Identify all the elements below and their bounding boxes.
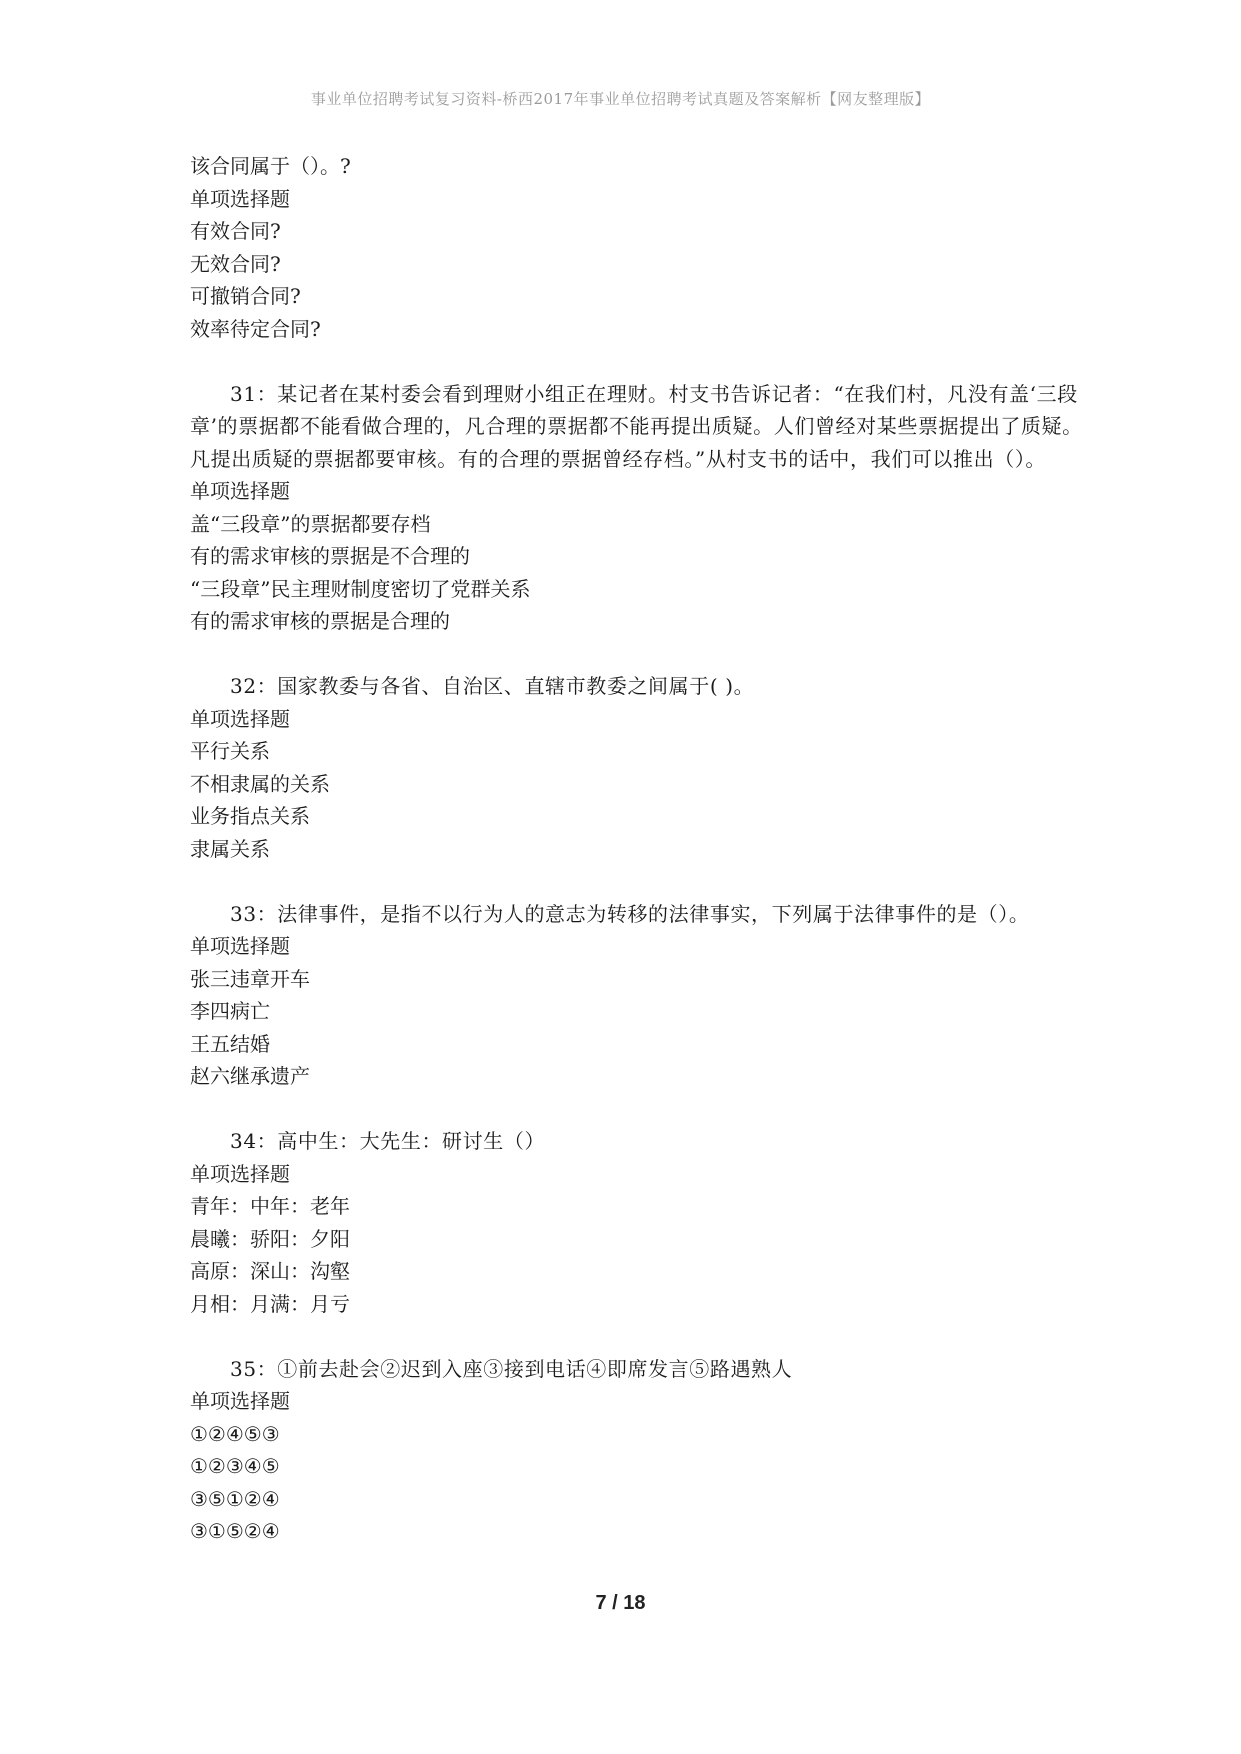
question-31 (190, 378, 1090, 638)
question-type: 单项选择题 (190, 1161, 290, 1186)
option: 平行关系 (190, 739, 270, 763)
option: 张三违章开车 (190, 966, 310, 991)
page-header: 事业单位招聘考试复习资料-桥西2017年事业单位招聘考试真题及答案解析【网友整理版】 (310, 90, 931, 108)
option: 可撤销合同? (190, 284, 301, 308)
question-35 (190, 1353, 1090, 1548)
question-34 (190, 1125, 1090, 1320)
document-body (190, 150, 1090, 1548)
question-33 (190, 898, 1090, 1093)
question-stem: 32：国家教委与各省、自治区、直辖市教委之间属于( )。 (230, 674, 755, 698)
question-32 (190, 670, 1090, 865)
question-type: 单项选择题 (190, 186, 290, 211)
option: 王五结婚 (190, 1031, 270, 1056)
option: 有的需求审核的票据是合理的 (190, 609, 450, 633)
option: 月相：月满：月亏 (190, 1291, 350, 1316)
option: “三段章”民主理财制度密切了党群关系 (190, 576, 531, 601)
option: 盖“三段章”的票据都要存档 (190, 511, 431, 536)
option: ①②④⑤③ (190, 1421, 280, 1446)
option: 不相隶属的关系 (190, 771, 330, 796)
option: 无效合同? (190, 251, 281, 276)
option: 高原：深山：沟壑 (190, 1259, 350, 1283)
option: 业务指点关系 (190, 804, 310, 828)
page-number: 7 / 18 (595, 1592, 646, 1614)
question-type: 单项选择题 (190, 934, 290, 958)
option: ①②③④⑤ (190, 1454, 280, 1478)
option: 效率待定合同? (190, 316, 321, 341)
question-stem: 33：法律事件，是指不以行为人的意志为转移的法律事实，下列属于法律事件的是（）。 (230, 901, 1030, 926)
option: ③①⑤②④ (190, 1519, 280, 1543)
option: 赵六继承遗产 (190, 1064, 310, 1088)
question-stem: 31：某记者在某村委会看到理财小组正在理财。村支书告诉记者：“在我们村，凡没有盖‘三段章’的票据都不能看做合理的，凡合理的票据都不能再提出质疑。人们曾经对某些票据提出了质疑。凡提出质疑的票据都要审核。有的合理的票据曾经存档。”从村支书的话中，我们可以推出（）。 (190, 381, 1083, 471)
question-type: 单项选择题 (190, 479, 290, 503)
question-stem: 34：高中生：大先生：研讨生（） (230, 1129, 546, 1153)
question-stem-tail: 该合同属于（）。? (190, 154, 351, 178)
question-type: 单项选择题 (190, 706, 290, 731)
question-stem: 35：①前去赴会②迟到入座③接到电话④即席发言⑤路遇熟人 (230, 1356, 793, 1381)
option: 青年：中年：老年 (190, 1194, 350, 1218)
question-30-tail (190, 150, 1090, 345)
option: 有效合同? (190, 219, 281, 243)
question-type: 单项选择题 (190, 1389, 290, 1413)
option: 晨曦：骄阳：夕阳 (190, 1226, 350, 1251)
option: ③⑤①②④ (190, 1486, 280, 1511)
option: 隶属关系 (190, 836, 270, 861)
option: 李四病亡 (190, 999, 270, 1023)
option: 有的需求审核的票据是不合理的 (190, 544, 470, 568)
